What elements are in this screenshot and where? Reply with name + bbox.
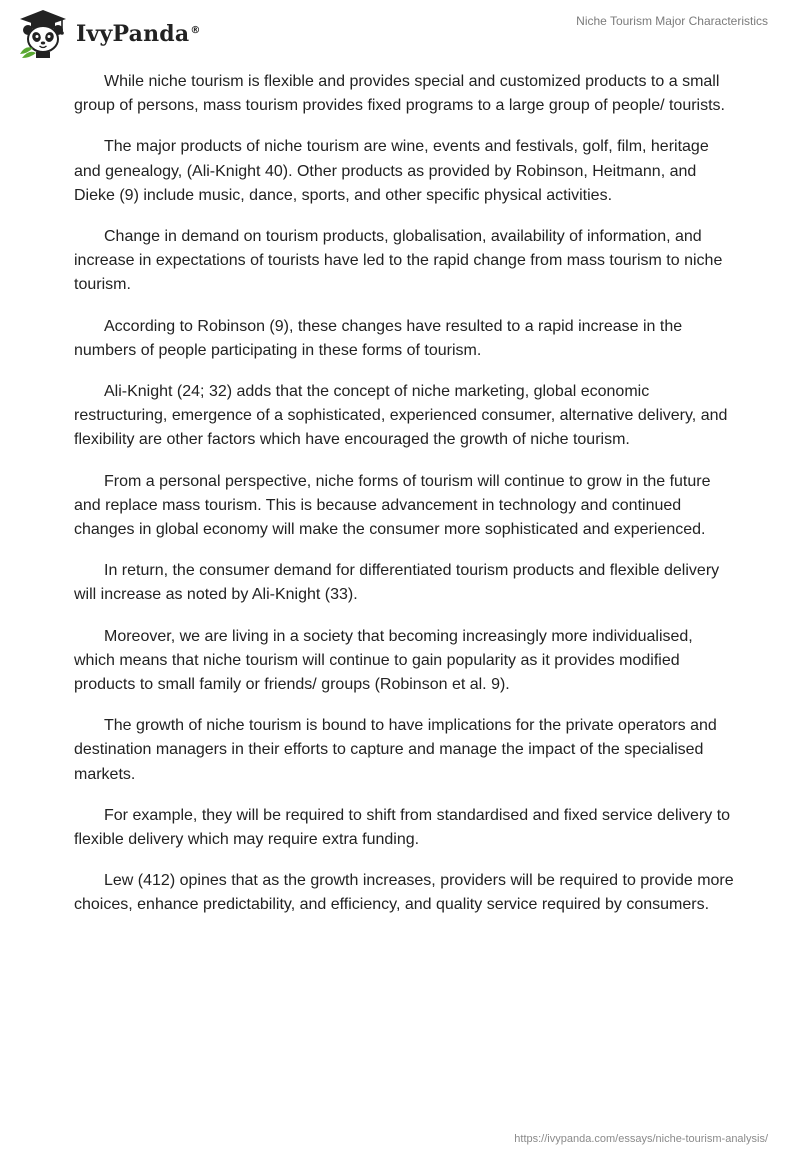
page-header (0, 0, 800, 70)
brand-name: IvyPanda® (76, 21, 201, 47)
paragraph: The growth of niche tourism is bound to have implications for the private operators and destination managers in their efforts to capture and manage the impact of the specialised markets. (74, 717, 717, 783)
panda-graduate-icon (14, 8, 72, 58)
paragraph: In return, the consumer demand for differentiated tourism products and flexible delivery will increase as noted by Ali-Knight (33). (74, 562, 720, 604)
paragraph: Moreover, we are living in a society that becoming increasingly more individualised, which means that niche tourism will continue to gain popularity as it provides modified products to small family or friends/ groups (Robinson et al. 9). (74, 627, 693, 694)
document-title: Niche Tourism Major Characteristics (576, 14, 768, 28)
paragraph: Ali-Knight (24; 32) adds that the concept of niche marketing, global economic restructuring, emergence of a sophisticated, experienced consumer, alternative delivery, and flexibility are other factors which have encouraged the growth of niche tourism. (74, 383, 728, 449)
ivypanda-logo[interactable] (14, 8, 201, 58)
essay-body (74, 70, 734, 935)
registered-mark: ® (190, 24, 201, 36)
paragraph: According to Robinson (9), these changes have resulted to a rapid increase in the numbers of people participating in these forms of tourism. (74, 317, 683, 359)
paragraph: Change in demand on tourism products, globalisation, availability of information, and increase in expectations of tourists have led to the rapid change from mass tourism to niche tourism. (74, 228, 723, 294)
paragraph: For example, they will be required to shift from standardised and fixed service delivery to flexible delivery which may require extra funding. (74, 806, 731, 849)
paragraph: Lew (412) opines that as the growth increases, providers will be required to provide more choices, enhance predictability, and efficiency, and quality service required by consumers. (74, 872, 734, 914)
paragraph: From a personal perspective, niche forms of tourism will continue to grow in the future and replace mass tourism. This is because advancement in technology and continued changes in global economy will make the consumer more sophisticated and experienced. (74, 472, 711, 539)
paragraph: While niche tourism is flexible and provides special and customized products to a small group of persons, mass tourism provides fixed programs to a large group of people/ tourists. (74, 73, 725, 115)
source-url[interactable]: https://ivypanda.com/essays/niche-tourism-analysis/ (514, 1133, 768, 1145)
paragraph: The major products of niche tourism are wine, events and festivals, golf, film, heritage and genealogy, (Ali-Knight 40). Other products as provided by Robinson, Heitmann, and Dieke (9) include music, dance, sports, and other specific physical activities. (74, 138, 709, 204)
